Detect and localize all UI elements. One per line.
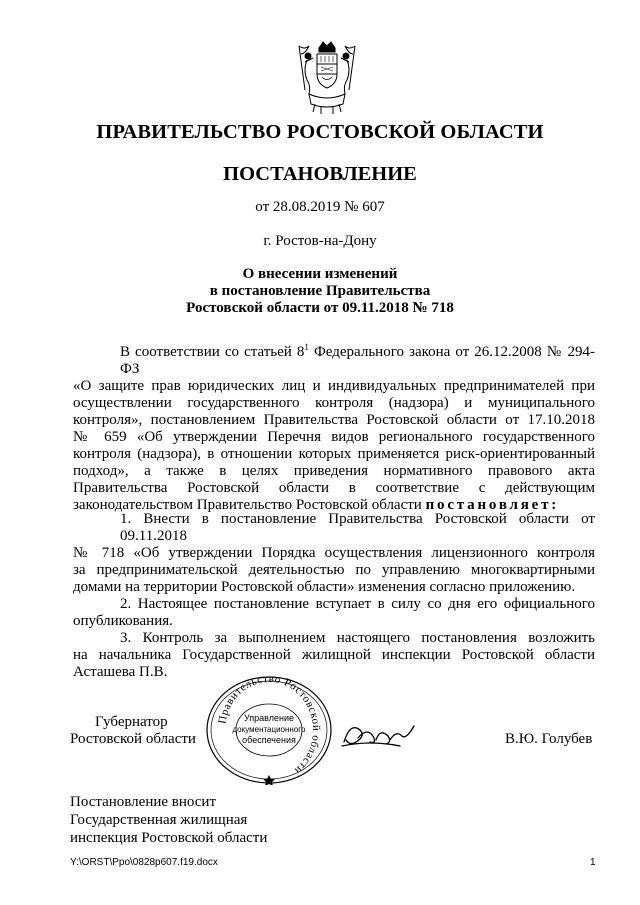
submitted-by-line-1: Постановление вносит	[70, 794, 217, 810]
stamp-center-line-2: документационного	[232, 725, 306, 734]
item-1-line-1: 1. Внести в постановление Правительства Ростовской области от 09.11.2018	[120, 511, 595, 544]
stamp-ring-text: Правительство Ростовской области	[216, 675, 323, 777]
decree-word: постановляет:	[425, 497, 560, 513]
official-stamp	[203, 675, 335, 785]
item-1-line-3: за предпринимательской деятельностью по управлению многоквартирными	[73, 562, 595, 578]
stamp-center-line-1: Управление	[243, 713, 295, 723]
preamble-line-8: Правительства Ростовской области в соответствие с действующим	[73, 480, 595, 496]
preamble-line-1: В соответствии со статьей $8^1$ Федерального закона от 26.12.2008 № 294-ФЗ	[120, 342, 595, 377]
preamble-paragraph	[73, 339, 595, 514]
submitted-by-line-2: Государственная жилищная	[70, 812, 248, 828]
document-date-number: от 28.08.2019 № 607	[255, 199, 385, 215]
decree-items	[73, 511, 595, 681]
item-3-line-2: на начальника Государственной жилищной инспекции Ростовской области	[73, 647, 595, 663]
preamble-line-7: подход», а также в целях приведения нормативного правового акта	[73, 463, 595, 479]
article-superscript: 1	[304, 342, 309, 352]
item-1-line-2: № 718 «Об утверждении Порядка осуществления лицензионного контроля	[73, 545, 595, 561]
document-subject	[0, 266, 640, 317]
signatory-position-line-2: Ростовской области	[70, 731, 196, 747]
item-1-line-4: домами на территории Ростовской области» изменения согласно приложению.	[73, 579, 576, 595]
subject-line-2: в постановление Правительства	[209, 283, 431, 299]
page-number: 1	[590, 857, 596, 868]
preamble-line-3: осуществлении государственного контроля (надзора) и муниципального	[73, 395, 595, 411]
handwritten-signature	[340, 716, 420, 752]
preamble-line-5: № 659 «Об утверждении Перечня видов регионального государственного	[73, 429, 595, 445]
coat-of-arms-emblem	[295, 40, 359, 116]
preamble-line-9: законодательством Правительство Ростовской области постановляет:	[73, 497, 560, 513]
signatory-position-line-1: Губернатор	[95, 714, 168, 730]
preamble-line-2: «О защите прав юридических лиц и индивидуальных предпринимателей при	[73, 378, 595, 394]
preamble-line-6: контроля (надзора), в отношении которых применяется риск-ориентированный	[73, 446, 595, 462]
document-type: ПОСТАНОВЛЕНИЕ	[223, 163, 417, 185]
item-3-line-3: Асташева П.В.	[73, 664, 168, 680]
item-2-line-1: 2. Настоящее постановление вступает в силу со дня его официального	[120, 596, 595, 612]
preamble-line-4: контроля», постановлением Правительства Ростовской области от 17.10.2018	[73, 412, 595, 428]
file-path-footer: Y:\ORST\Ppo\0828p607.f19.docx	[70, 857, 218, 868]
organization-title: ПРАВИТЕЛЬСТВО РОСТОВСКОЙ ОБЛАСТИ	[96, 121, 544, 143]
document-city: г. Ростов-на-Дону	[263, 233, 377, 249]
stamp-center-line-3: обеспечения	[242, 735, 296, 745]
submitted-by-line-3: инспекция Ростовской области	[70, 830, 268, 846]
item-2-line-2: опубликования.	[73, 613, 173, 629]
item-3-line-1: 3. Контроль за выполнением настоящего постановления возложить	[120, 630, 595, 646]
submitted-by-note	[70, 793, 267, 847]
signatory-name: В.Ю. Голубев	[505, 731, 593, 747]
subject-line-1: О внесении изменений	[242, 266, 398, 282]
subject-line-3: Ростовской области от 09.11.2018 № 718	[186, 300, 454, 316]
